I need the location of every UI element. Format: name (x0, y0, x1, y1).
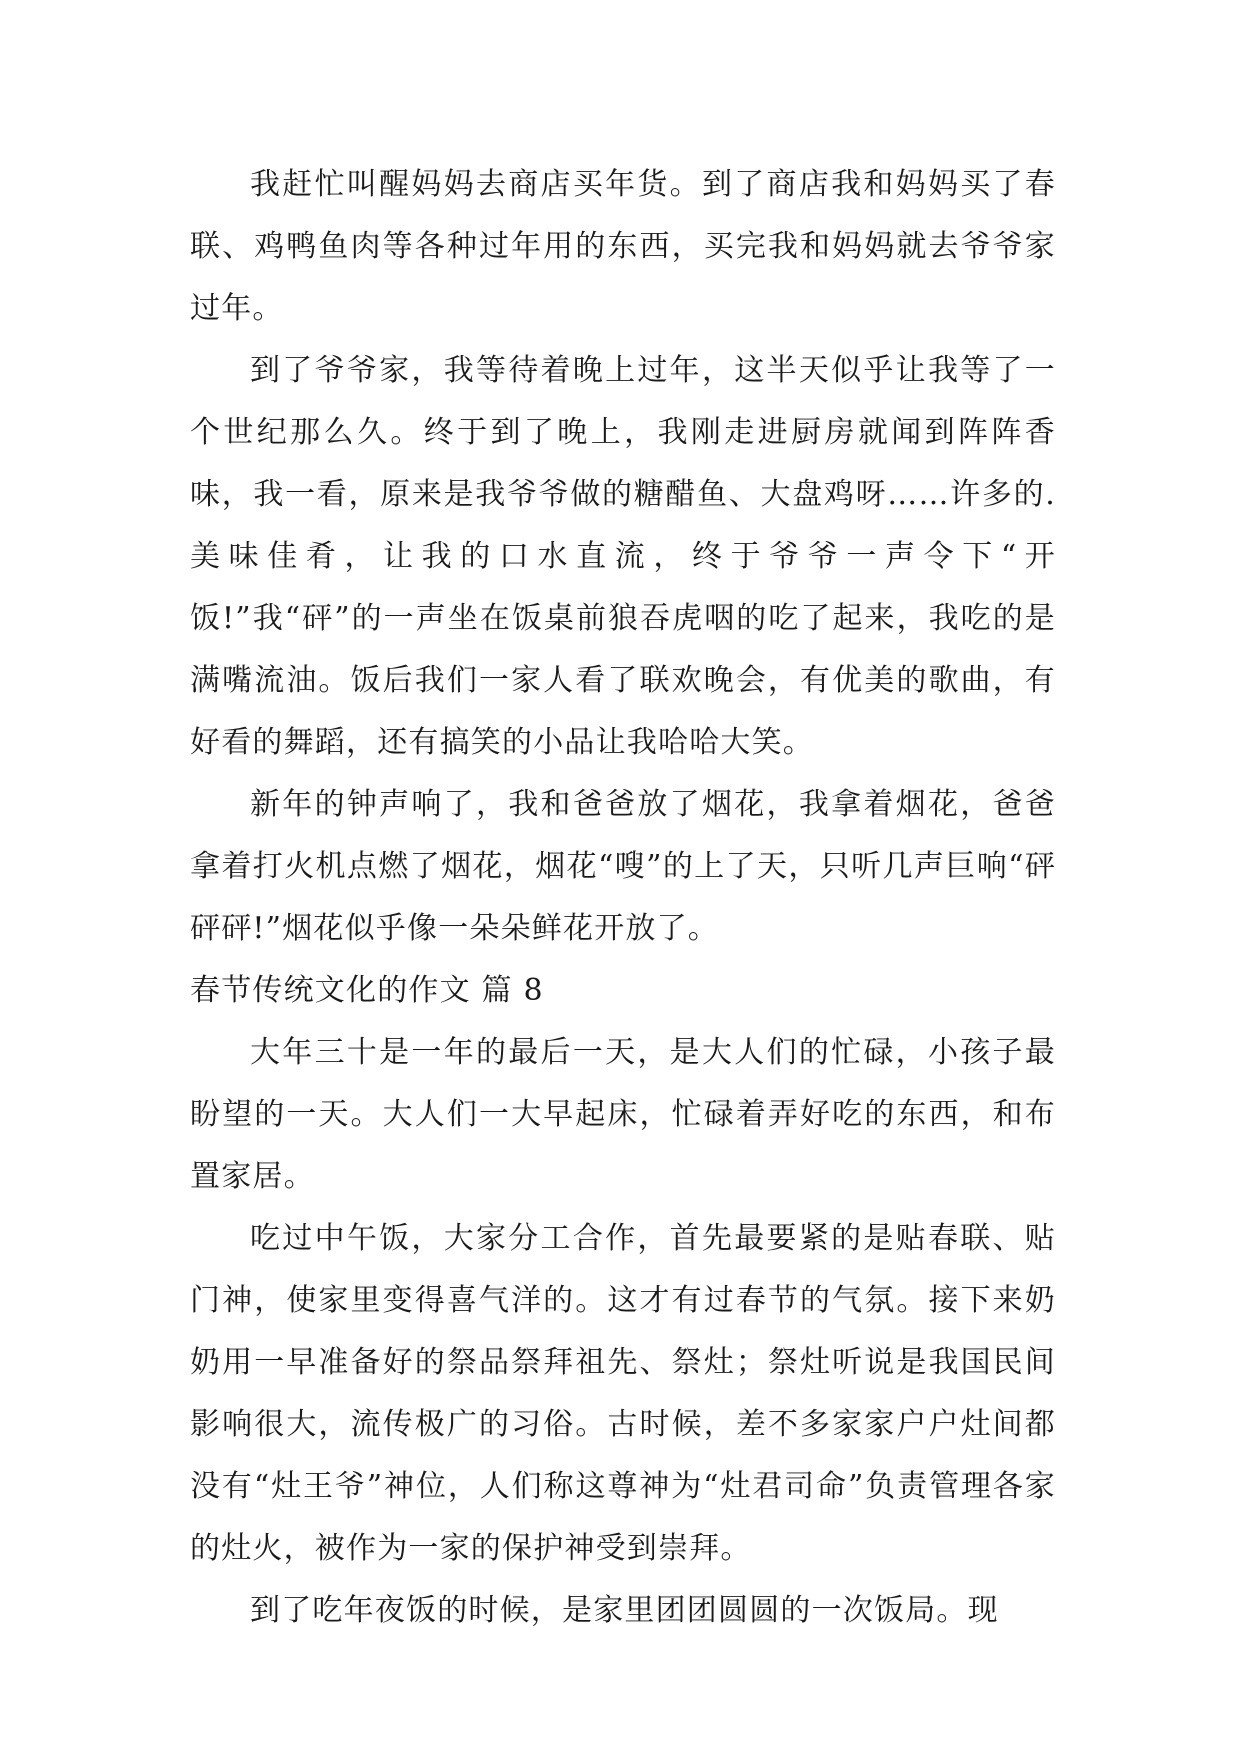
paragraph-shopping: 我赶忙叫醒妈妈去商店买年货。到了商店我和妈妈买了春联、鸡鸭鱼肉等各种过年用的东西，买完我和妈妈就去爷爷家过年。 (190, 167, 1056, 326)
paragraph-dinner: 到了爷爷家，我等待着晚上过年，这半天似乎让我等了一个世纪那么久。终于到了晚上，我刚走进厨房就闻到阵阵香味，我一看，原来是我爷爷做的糖醋鱼、大盘鸡呀……许多的.美味佳肴，让我的口水直流，终于爷爷一声令下“开饭!”我“砰”的一声坐在饭桌前狼吞虎咽的吃了起来，我吃的是满嘴流油。饭后我们一家人看了联欢晚会，有优美的歌曲，有好看的舞蹈，还有搞笑的小品让我哈哈大笑。 (190, 353, 1056, 760)
paragraph-customs: 吃过中午饭，大家分工合作，首先最要紧的是贴春联、贴门神，使家里变得喜气洋的。这才有过春节的气氛。接下来奶奶用一早准备好的祭品祭拜祖先、祭灶；祭灶听说是我国民间影响很大，流传极广的习俗。古时候，差不多家家户户灶间都没有“灶王爷”神位，人们称这尊神为“灶君司命”负责管理各家的灶火，被作为一家的保护神受到崇拜。 (190, 1221, 1056, 1566)
paragraph-reunion-dinner: 到了吃年夜饭的时候，是家里团团圆圆的一次饭局。现 (250, 1593, 999, 1628)
paragraph-fireworks: 新年的钟声响了，我和爸爸放了烟花，我拿着烟花，爸爸拿着打火机点燃了烟花，烟花“嗖”的上了天，只听几声巨响“砰砰砰!”烟花似乎像一朵朵鲜花开放了。 (190, 787, 1056, 946)
paragraph-new-years-eve: 大年三十是一年的最后一天，是大人们的忙碌，小孩子最盼望的一天。大人们一大早起床，忙碌着弄好吃的东西，和布置家居。 (190, 1035, 1056, 1194)
section-heading: 春节传统文化的作文 篇 8 (190, 973, 544, 1008)
document-body (190, 154, 1056, 1642)
